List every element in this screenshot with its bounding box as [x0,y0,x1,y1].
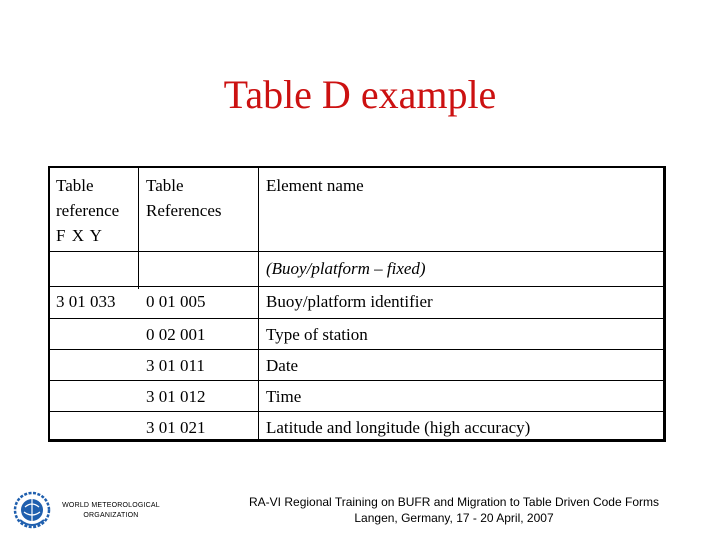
organization-name [56,501,166,521]
wmo-emblem-icon [12,490,52,530]
organization-line: ORGANIZATION [83,512,139,519]
row-divider [50,286,665,287]
row-ref: 0 01 005 [146,292,206,311]
event-title: RA-VI Regional Training on BUFR and Migration to Table Driven Code Forms [249,495,659,509]
event-caption [232,494,676,526]
header-line: Table [56,176,94,195]
row-name: Date [266,356,299,375]
row-ref: 3 01 012 [146,387,206,406]
row-ref: 3 01 021 [146,418,206,437]
row-name: Type of station [266,325,368,344]
slide-title: Table D example [223,72,497,117]
table-d [48,166,666,442]
row-divider [50,318,665,319]
column-divider [138,168,139,289]
header-line: References [146,201,222,220]
row-name: Buoy/platform identifier [266,292,433,311]
header-table-references [146,173,222,223]
header-table-reference [56,173,119,248]
row-divider [50,380,665,381]
row-name: Time [266,387,302,406]
event-location-date: Langen, Germany, 17 - 20 April, 2007 [354,511,554,525]
row-divider [50,411,665,412]
row-ref: 3 01 011 [146,356,205,375]
header-line: F X Y [56,226,103,245]
row-divider [50,251,665,252]
row-name: Latitude and longitude (high accuracy) [266,418,531,437]
row-ref: 0 02 001 [146,325,206,344]
header-line: Table [146,176,184,195]
column-divider [258,168,259,441]
row-divider [50,349,665,350]
header-line: reference [56,201,120,220]
header-element-name: Element name [266,176,364,195]
sequence-reference: 3 01 033 [56,292,116,311]
sequence-description: (Buoy/platform – fixed) [266,259,426,278]
wmo-logo [12,490,192,530]
organization-line: WORLD METEOROLOGICAL [62,502,160,509]
